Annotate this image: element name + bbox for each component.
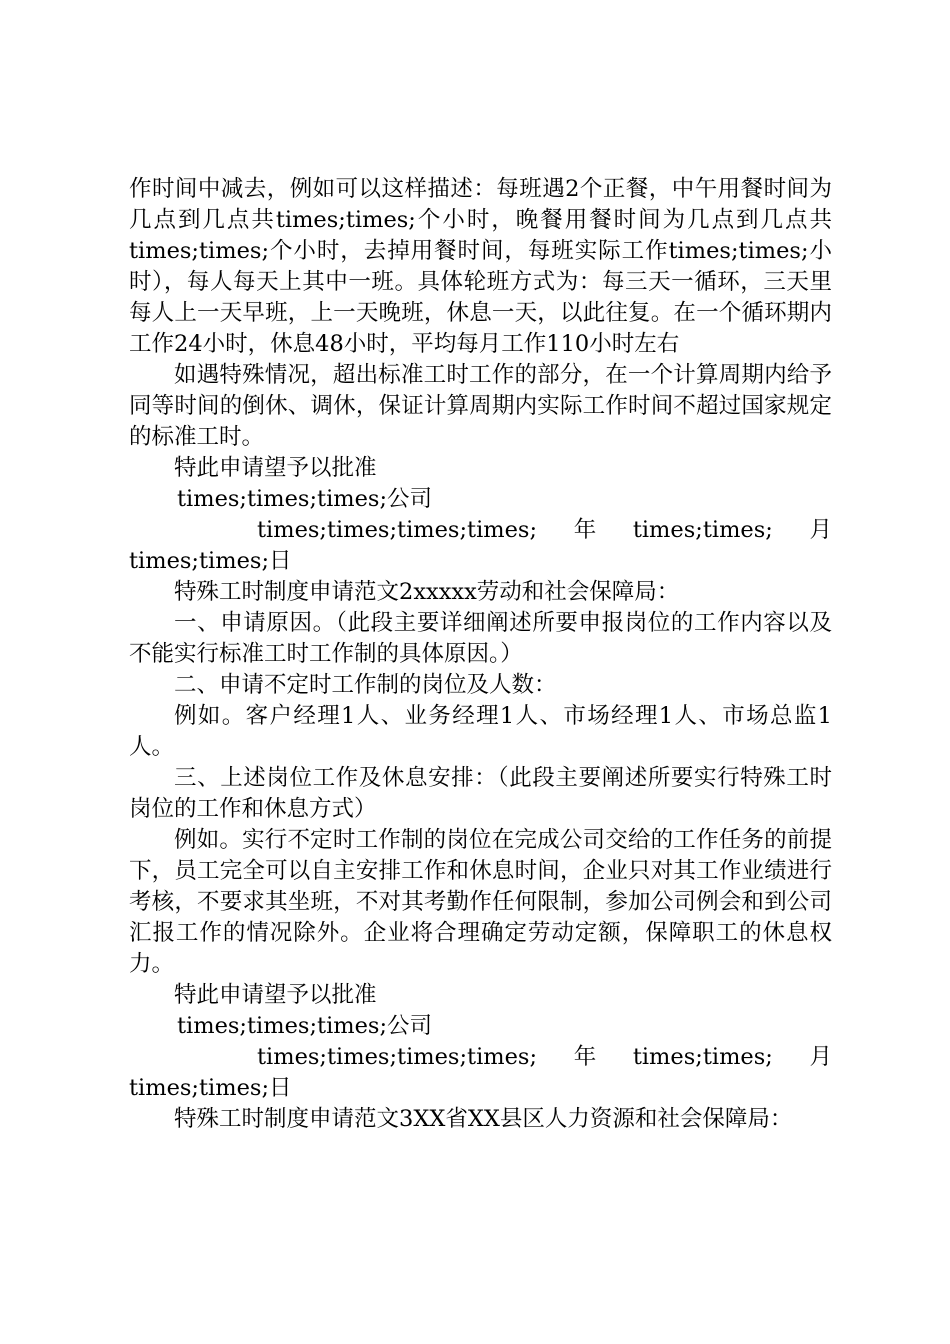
signature-date <box>129 515 832 577</box>
paragraph-arrangement-example: 例如。实行不定时工作制的岗位在完成公司交给的工作任务的前提下，员工完全可以自主安排工作和休息时间，企业只对其工作业绩进行考核，不要求其坐班，不对其考勤作任何限制，参加公司例会和到公司汇报工作的情况除外。企业将合理确定劳动定额，保障职工的休息权力。 <box>129 827 832 977</box>
date-year-label: 年 <box>573 1044 597 1070</box>
paragraph-sample-2-heading: 特殊工时制度申请范文2xxxxx劳动和社会保障局： <box>174 579 680 605</box>
paragraph-request-approval: 特此申请望予以批准 <box>174 455 377 481</box>
date-day: times;times;日 <box>129 548 292 574</box>
signature-company: times;times;times;公司 <box>177 486 433 512</box>
signature-company: times;times;times;公司 <box>177 1013 433 1039</box>
signature-date <box>129 1042 832 1104</box>
paragraph-arrangement: 三、上述岗位工作及休息安排：（此段主要阐述所要实行特殊工时岗位的工作和休息方式） <box>129 765 832 822</box>
date-blank: times;times; <box>632 1044 773 1070</box>
paragraph-work-schedule: 作时间中减去，例如可以这样描述：每班遇2个正餐，中午用餐时间为几点到几点共times;times;个小时，晚餐用餐时间为几点到几点共times;times;个小时，去掉用餐时间，每班实际工作times;times;小时），每人每天上其中一班。具体轮班方式为：每三天一循环，三天里每人上一天早班，上一天晚班，休息一天，以此往复。在一个循环期内工作24小时，休息48小时，平均每月工作110小时左右 <box>129 176 832 357</box>
date-day: times;times;日 <box>129 1075 292 1101</box>
date-month-label: 月 <box>809 517 832 543</box>
paragraph-reason: 一、申请原因。（此段主要详细阐述所要申报岗位的工作内容以及不能实行标准工时工作制的具体原因。） <box>129 610 832 667</box>
paragraph-positions-example: 例如。客户经理1人、业务经理1人、市场经理1人、市场总监1人。 <box>129 703 832 760</box>
paragraph-request-approval: 特此申请望予以批准 <box>174 982 377 1008</box>
date-blank: times;times;times;times; <box>257 517 538 543</box>
date-blank: times;times; <box>632 517 773 543</box>
date-blank: times;times;times;times; <box>257 1044 538 1070</box>
date-year-label: 年 <box>573 517 597 543</box>
paragraph-sample-3-heading: 特殊工时制度申请范文3XX省XX县区人力资源和社会保障局： <box>174 1106 793 1132</box>
date-month-label: 月 <box>809 1044 832 1070</box>
document-body <box>129 174 832 1135</box>
paragraph-positions: 二、申请不定时工作制的岗位及人数： <box>174 672 557 698</box>
paragraph-special-cases: 如遇特殊情况，超出标准工时工作的部分，在一个计算周期内给予同等时间的倒休、调休，保证计算周期内实际工作时间不超过国家规定的标准工时。 <box>129 362 832 450</box>
